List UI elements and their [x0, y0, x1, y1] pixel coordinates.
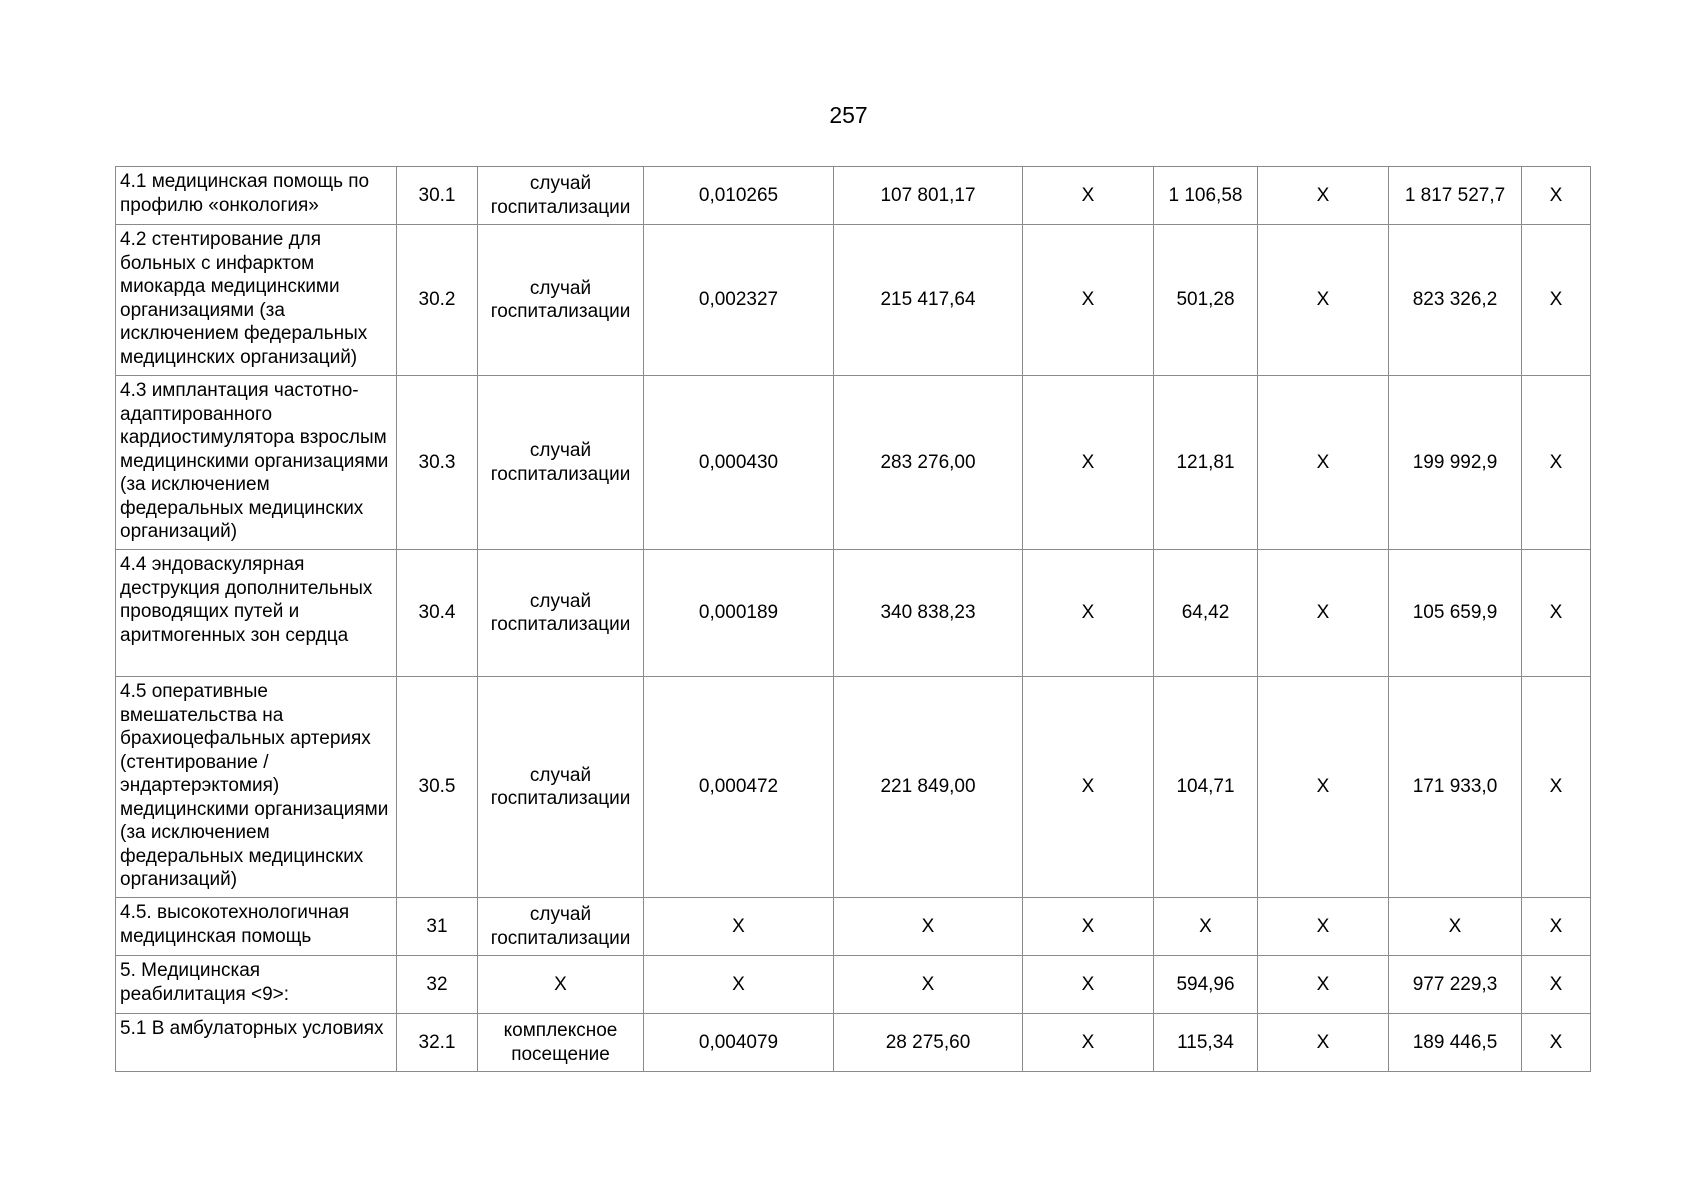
row-unit: Х: [478, 956, 644, 1014]
row-norm-volume: 0,000472: [644, 677, 834, 898]
row-norm-volume: Х: [644, 898, 834, 956]
row-per-capita-oms: 594,96: [1154, 956, 1258, 1014]
row-per-capita-oms: 64,42: [1154, 550, 1258, 677]
row-per-capita-budget: Х: [1023, 956, 1154, 1014]
row-code: 30.4: [397, 550, 478, 677]
row-per-capita-oms: Х: [1154, 898, 1258, 956]
row-cost-oms: 105 659,9: [1389, 550, 1522, 677]
row-unit-cost: 107 801,17: [834, 167, 1023, 225]
row-cost-budget: Х: [1258, 550, 1389, 677]
table-row: [116, 550, 1591, 677]
row-code: 30.2: [397, 225, 478, 376]
row-per-capita-budget: Х: [1023, 376, 1154, 550]
table-row: [116, 167, 1591, 225]
row-cost-budget: Х: [1258, 225, 1389, 376]
row-cost-oms: 189 446,5: [1389, 1014, 1522, 1072]
row-code: 30.3: [397, 376, 478, 550]
row-per-capita-budget: Х: [1023, 898, 1154, 956]
row-unit: случай госпитализации: [478, 376, 644, 550]
row-cost-oms: Х: [1389, 898, 1522, 956]
row-norm-volume: 0,000430: [644, 376, 834, 550]
table-row: [116, 376, 1591, 550]
row-per-capita-budget: Х: [1023, 225, 1154, 376]
row-share: Х: [1522, 167, 1591, 225]
table-row: [116, 1014, 1591, 1072]
row-unit-cost: 221 849,00: [834, 677, 1023, 898]
row-unit-cost: Х: [834, 956, 1023, 1014]
row-unit-cost: 340 838,23: [834, 550, 1023, 677]
row-unit-cost: Х: [834, 898, 1023, 956]
row-share: Х: [1522, 1014, 1591, 1072]
row-cost-oms: 823 326,2: [1389, 225, 1522, 376]
row-norm-volume: 0,010265: [644, 167, 834, 225]
row-cost-budget: Х: [1258, 898, 1389, 956]
row-code: 30.5: [397, 677, 478, 898]
row-per-capita-budget: Х: [1023, 550, 1154, 677]
row-name: 4.3 имплантация частотно-адаптированного кардиостимулятора взрослым медицинскими организациями (за исключением федеральных медицинских организаций): [116, 376, 397, 550]
row-cost-oms: 977 229,3: [1389, 956, 1522, 1014]
row-per-capita-budget: Х: [1023, 1014, 1154, 1072]
row-per-capita-oms: 115,34: [1154, 1014, 1258, 1072]
row-unit-cost: 28 275,60: [834, 1014, 1023, 1072]
row-share: Х: [1522, 550, 1591, 677]
financing-table: [115, 166, 1591, 1072]
row-unit: случай госпитализации: [478, 550, 644, 677]
row-cost-budget: Х: [1258, 376, 1389, 550]
table-row: [116, 677, 1591, 898]
row-cost-oms: 199 992,9: [1389, 376, 1522, 550]
row-code: 32.1: [397, 1014, 478, 1072]
row-norm-volume: 0,002327: [644, 225, 834, 376]
row-name: 4.4 эндоваскулярная деструкция дополнительных проводящих путей и аритмогенных зон сердца: [116, 550, 397, 677]
row-cost-oms: 171 933,0: [1389, 677, 1522, 898]
row-unit-cost: 215 417,64: [834, 225, 1023, 376]
row-per-capita-oms: 501,28: [1154, 225, 1258, 376]
page-number: 257: [829, 102, 868, 128]
row-unit-cost: 283 276,00: [834, 376, 1023, 550]
row-share: Х: [1522, 376, 1591, 550]
table-row: [116, 898, 1591, 956]
row-norm-volume: Х: [644, 956, 834, 1014]
row-code: 32: [397, 956, 478, 1014]
row-unit: случай госпитализации: [478, 167, 644, 225]
row-per-capita-oms: 104,71: [1154, 677, 1258, 898]
row-unit: комплексное посещение: [478, 1014, 644, 1072]
row-unit: случай госпитализации: [478, 677, 644, 898]
row-name: 4.5. высокотехнологичная медицинская помощь: [116, 898, 397, 956]
row-share: Х: [1522, 956, 1591, 1014]
row-share: Х: [1522, 225, 1591, 376]
row-unit: случай госпитализации: [478, 898, 644, 956]
row-name: 5.1 В амбулаторных условиях: [116, 1014, 397, 1072]
row-code: 31: [397, 898, 478, 956]
row-name: 5. Медицинская реабилитация <9>:: [116, 956, 397, 1014]
row-name: 4.1 медицинская помощь по профилю «онкология»: [116, 167, 397, 225]
row-norm-volume: 0,004079: [644, 1014, 834, 1072]
row-cost-oms: 1 817 527,7: [1389, 167, 1522, 225]
row-name: 4.5 оперативные вмешательства на брахиоцефальных артериях (стентирование / эндартерэктомия) медицинскими организациями (за исключением федеральных медицинских организаций): [116, 677, 397, 898]
row-code: 30.1: [397, 167, 478, 225]
row-per-capita-budget: Х: [1023, 167, 1154, 225]
row-cost-budget: Х: [1258, 167, 1389, 225]
row-unit: случай госпитализации: [478, 225, 644, 376]
row-name: 4.2 стентирование для больных с инфарктом миокарда медицинскими организациями (за исключением федеральных медицинских организаций): [116, 225, 397, 376]
table-row: [116, 956, 1591, 1014]
row-per-capita-budget: Х: [1023, 677, 1154, 898]
row-per-capita-oms: 121,81: [1154, 376, 1258, 550]
row-share: Х: [1522, 677, 1591, 898]
row-cost-budget: Х: [1258, 1014, 1389, 1072]
table-row: [116, 225, 1591, 376]
row-per-capita-oms: 1 106,58: [1154, 167, 1258, 225]
row-norm-volume: 0,000189: [644, 550, 834, 677]
row-cost-budget: Х: [1258, 956, 1389, 1014]
row-cost-budget: Х: [1258, 677, 1389, 898]
row-share: Х: [1522, 898, 1591, 956]
